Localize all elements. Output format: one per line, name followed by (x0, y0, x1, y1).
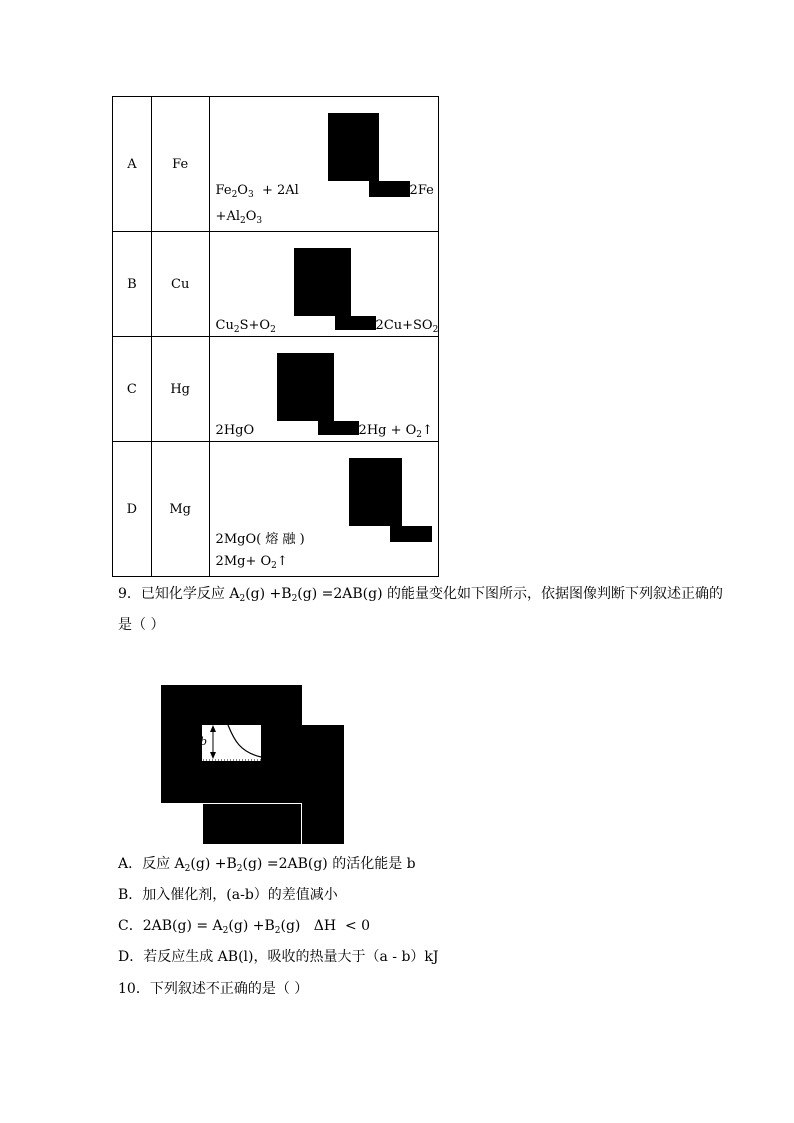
metal-name: Mg (151, 442, 209, 577)
equation-text: $+Al_2O_3$ (215, 209, 263, 226)
table-row (113, 97, 439, 232)
equation-text: $2Mg+ O_2↑$ (215, 554, 288, 571)
equation-text: 2HgO (215, 423, 255, 438)
option-letter: A (113, 97, 152, 232)
redacted-condition-block (349, 458, 402, 526)
options-table (112, 96, 439, 577)
equation-text: $Fe_2O_3 + 2Al$ (215, 183, 299, 200)
metal-name: Cu (151, 232, 209, 337)
question-9-option-c[interactable]: C．$2AB(g) = A_2(g) +B_2(g) \Delta H < 0$ (118, 918, 371, 936)
question-9-option-a[interactable]: A．反应 $A_2(g) +B_2(g) =2AB(g)$ 的活化能是 b (118, 856, 416, 874)
option-letter: C (113, 337, 152, 442)
redacted-block (203, 804, 301, 844)
redacted-condition-block (335, 316, 376, 330)
equation-cell (209, 337, 438, 442)
question-10-stem: 10．下列叙述不正确的是（ ） (118, 981, 309, 997)
equation-text: $Cu_2S+O_2$ (215, 318, 276, 335)
table-row (113, 337, 439, 442)
question-9-stem: 9．已知化学反应 $A_2(g) +B_2(g) =2AB(g)$ 的能量变化如下图所示，依据图像判断下列叙述正确的 (118, 586, 724, 604)
equation-cell (209, 97, 438, 232)
option-letter: B (113, 232, 152, 337)
option-letter: D (113, 442, 152, 577)
energy-diagram (160, 684, 346, 846)
redacted-condition-block (277, 353, 334, 421)
table-row (113, 442, 439, 577)
table-row (113, 232, 439, 337)
redacted-block (302, 725, 344, 844)
equation-product: $2Hg + O_2↑$ (358, 423, 433, 440)
question-9-option-d[interactable]: D．若反应生成 AB(l)，吸收的热量大于（a - b）kJ (118, 949, 439, 965)
equation-cell (209, 232, 438, 337)
question-9-option-b[interactable]: B．加入催化剂，(a-b）的差值减小 (118, 887, 338, 903)
metal-name: Hg (151, 337, 209, 442)
redacted-condition-block (318, 421, 359, 435)
redacted-condition-block (328, 113, 379, 181)
b-label: b (200, 735, 208, 748)
equation-cell (209, 442, 438, 577)
equation-product: $2Cu+SO_2$ (375, 318, 439, 335)
equation-text: 2MgO( 熔 融 ) (215, 532, 305, 547)
redacted-condition-block (390, 526, 432, 542)
redacted-condition-block (369, 181, 410, 197)
redacted-condition-block (294, 248, 351, 316)
question-9-stem-line2: 是（ ） (118, 617, 165, 633)
equation-product: 2Fe (409, 183, 434, 198)
metal-name: Fe (151, 97, 209, 232)
